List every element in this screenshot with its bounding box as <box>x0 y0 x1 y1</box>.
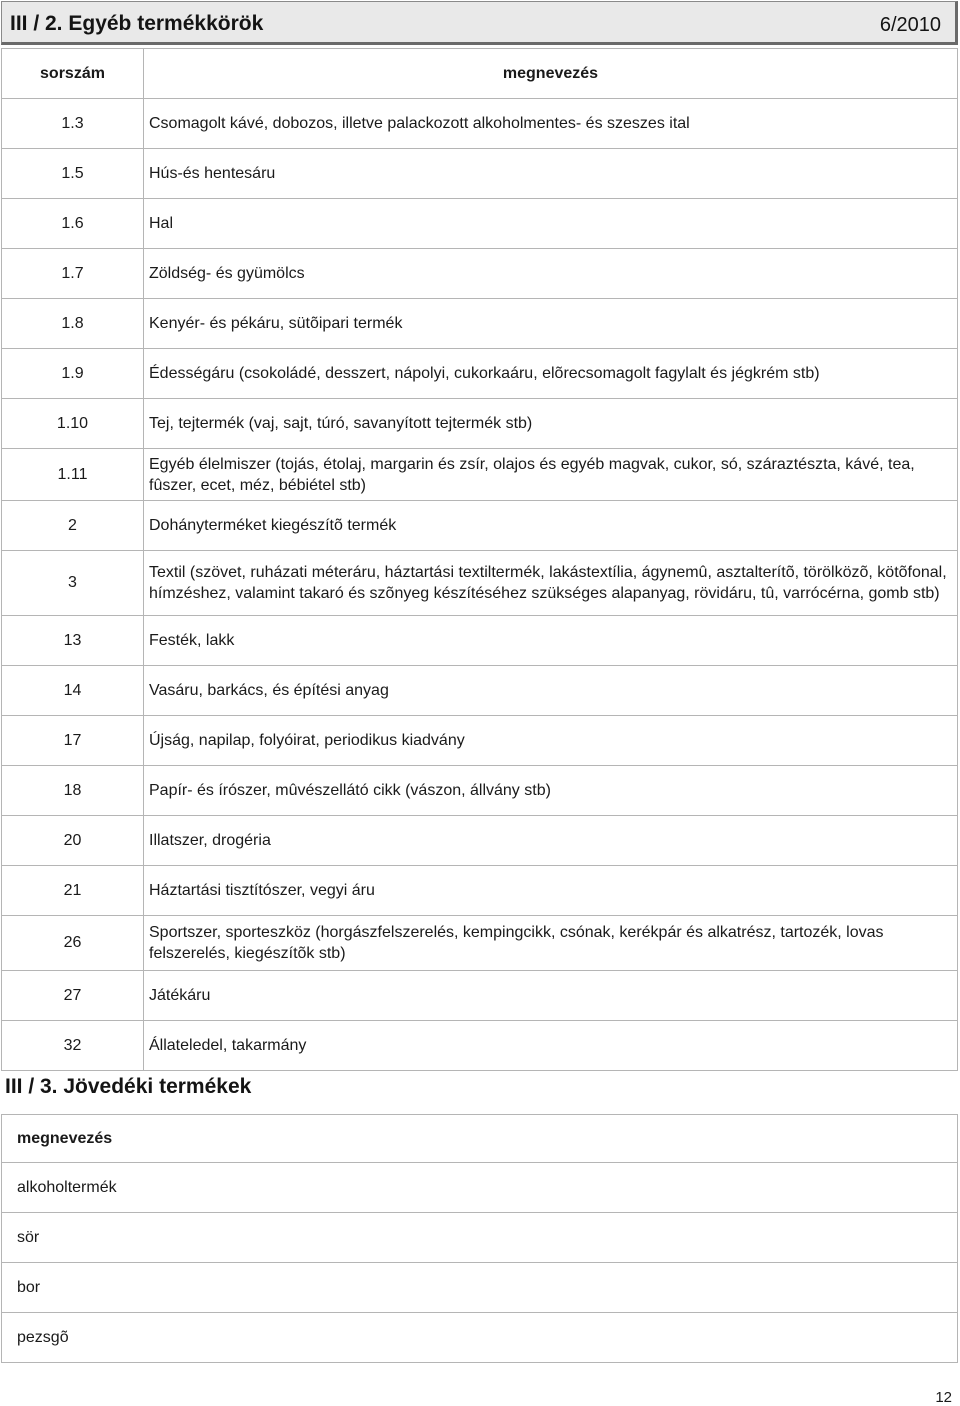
row-number: 13 <box>2 616 144 666</box>
row-number: 18 <box>2 766 144 816</box>
document-date: 6/2010 <box>879 14 941 36</box>
row-name: Hal <box>144 199 958 249</box>
row-number: 3 <box>2 551 144 616</box>
table-row <box>2 616 958 666</box>
table-header-row <box>2 49 958 99</box>
row-name: Állateledel, takarmány <box>144 1021 958 1071</box>
excise-item-name: sör <box>2 1213 958 1263</box>
table-row <box>2 399 958 449</box>
column-header-name: megnevezés <box>2 1115 958 1163</box>
excise-item-name: pezsgõ <box>2 1313 958 1363</box>
row-number: 27 <box>2 971 144 1021</box>
table-row <box>2 866 958 916</box>
table-row <box>2 501 958 551</box>
table-row <box>2 149 958 199</box>
row-name: Festék, lakk <box>144 616 958 666</box>
row-name: Papír- és írószer, mûvészellátó cikk (vászon, állvány stb) <box>144 766 958 816</box>
row-name: Sportszer, sporteszköz (horgászfelszerelés, kempingcikk, csónak, kerékpár és alkatrész, tartozék, lovas felszerelés, kiegészítõk stb) <box>144 916 958 971</box>
table-row <box>2 1163 958 1213</box>
row-number: 14 <box>2 666 144 716</box>
excise-item-name: alkoholtermék <box>2 1163 958 1213</box>
row-number: 1.10 <box>2 399 144 449</box>
row-number: 1.11 <box>2 449 144 501</box>
row-number: 1.7 <box>2 249 144 299</box>
row-number: 1.6 <box>2 199 144 249</box>
row-name: Édességáru (csokoládé, desszert, nápolyi, cukorkaáru, elõrecsomagolt fagylalt és jégkrém stb) <box>144 349 958 399</box>
row-name: Zöldség- és gyümölcs <box>144 249 958 299</box>
column-header-number: sorszám <box>2 49 144 99</box>
excise-item-name: bor <box>2 1263 958 1313</box>
row-number: 1.5 <box>2 149 144 199</box>
table-row <box>2 99 958 149</box>
table-row <box>2 1263 958 1313</box>
table-row <box>2 449 958 501</box>
row-name: Egyéb élelmiszer (tojás, étolaj, margarin és zsír, olajos és egyéb magvak, cukor, só, száraztészta, kávé, tea, fûszer, ecet, méz, bébiétel stb) <box>144 449 958 501</box>
table-row <box>2 551 958 616</box>
table-row <box>2 666 958 716</box>
row-number: 32 <box>2 1021 144 1071</box>
table-row <box>2 199 958 249</box>
page-number: 12 <box>935 1389 952 1406</box>
row-name: Hús-és hentesáru <box>144 149 958 199</box>
table-row <box>2 1213 958 1263</box>
table-row <box>2 249 958 299</box>
table-row <box>2 1313 958 1363</box>
row-name: Kenyér- és pékáru, sütõipari termék <box>144 299 958 349</box>
row-name: Tej, tejtermék (vaj, sajt, túró, savanyított tejtermék stb) <box>144 399 958 449</box>
section-title: III / 2. Egyéb termékkörök <box>10 12 264 35</box>
row-name: Vasáru, barkács, és építési anyag <box>144 666 958 716</box>
excise-products-table <box>1 1114 958 1363</box>
table-header-row <box>2 1115 958 1163</box>
section-header-bar <box>1 1 958 45</box>
row-number: 1.9 <box>2 349 144 399</box>
table-row <box>2 766 958 816</box>
row-number: 26 <box>2 916 144 971</box>
row-name: Újság, napilap, folyóirat, periodikus kiadvány <box>144 716 958 766</box>
table-row <box>2 971 958 1021</box>
row-number: 17 <box>2 716 144 766</box>
table-row <box>2 816 958 866</box>
excise-section-title: III / 3. Jövedéki termékek <box>5 1075 252 1098</box>
product-category-table <box>1 48 958 1071</box>
row-number: 2 <box>2 501 144 551</box>
table-row <box>2 349 958 399</box>
table-row <box>2 299 958 349</box>
row-number: 21 <box>2 866 144 916</box>
row-name: Háztartási tisztítószer, vegyi áru <box>144 866 958 916</box>
column-header-name: megnevezés <box>144 49 958 99</box>
row-name: Textil (szövet, ruházati méteráru, háztartási textiltermék, lakástextília, ágynemû, asztalterítõ, törölközõ, kötõfonal, hímzéshez, valamint takaró és szõnyeg készítéséhez szükséges alapanyag, rövidáru, tû, varrócérna, gomb stb) <box>144 551 958 616</box>
table-row <box>2 716 958 766</box>
row-number: 1.8 <box>2 299 144 349</box>
row-name: Játékáru <box>144 971 958 1021</box>
table-row <box>2 1021 958 1071</box>
row-name: Dohányterméket kiegészítõ termék <box>144 501 958 551</box>
row-number: 20 <box>2 816 144 866</box>
row-number: 1.3 <box>2 99 144 149</box>
table-row <box>2 916 958 971</box>
row-name: Illatszer, drogéria <box>144 816 958 866</box>
row-name: Csomagolt kávé, dobozos, illetve palackozott alkoholmentes- és szeszes ital <box>144 99 958 149</box>
